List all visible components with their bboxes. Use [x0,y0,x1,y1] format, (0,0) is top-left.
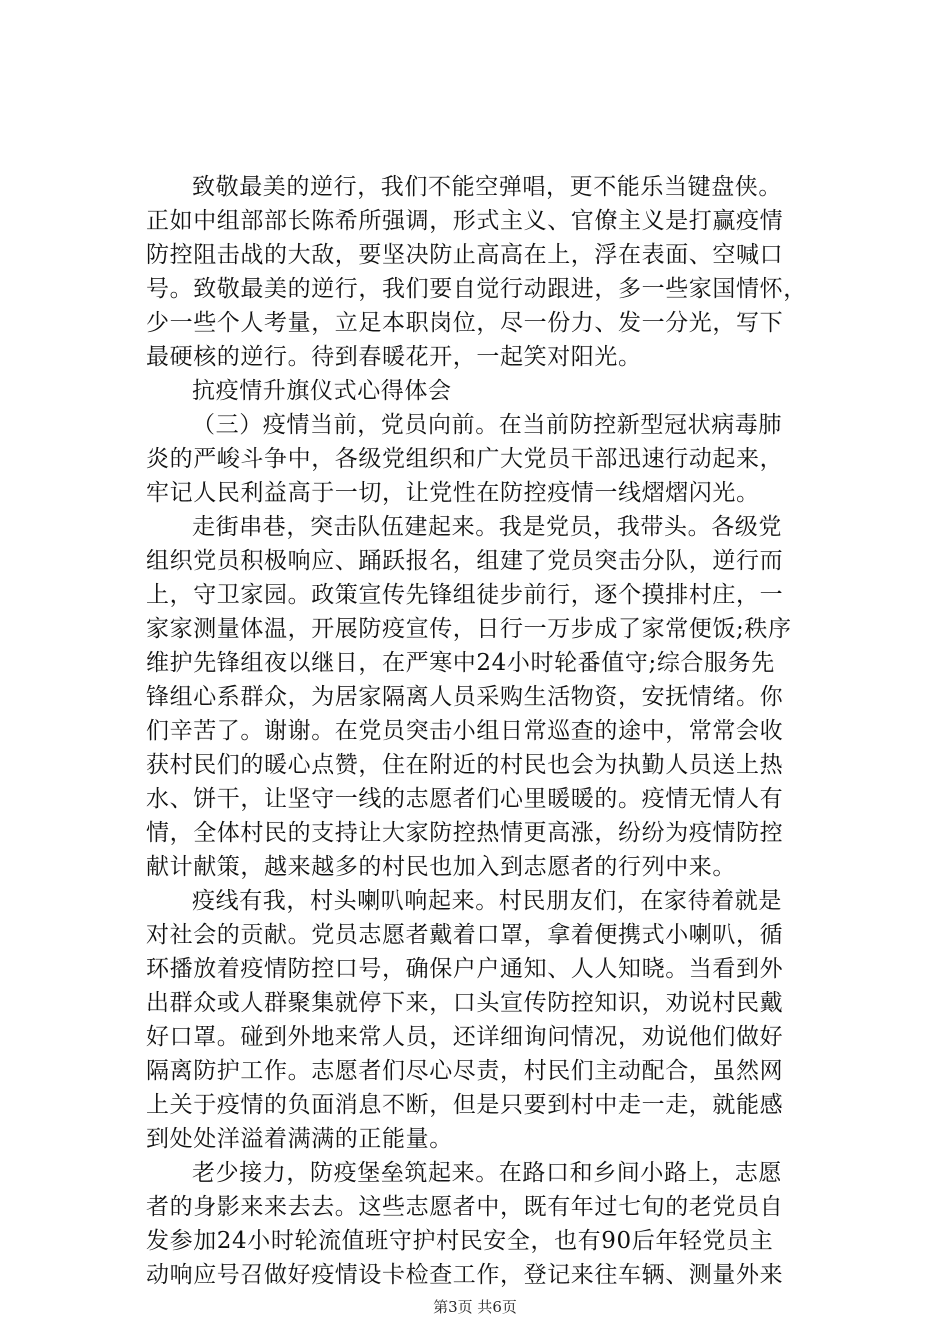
paragraph-line: 上，守卫家园。政策宣传先锋组徒步前行，逐个摸排村庄，一 [146,582,784,608]
paragraph-line: 少一些个人考量，立足本职岗位，尽一份力、发一分光，写下 [146,310,784,336]
paragraph-line: 发参加24小时轮流值班守护村民安全，也有90后年轻党员主 [146,1228,774,1254]
paragraph-line: 号。致敬最美的逆行，我们要自觉行动跟进，多一些家国情怀， [146,276,807,302]
paragraph-line: 维护先锋组夜以继日，在严寒中24小时轮番值守;综合服务先 [146,650,775,676]
paragraph-line: 正如中组部部长陈希所强调，形式主义、官僚主义是打赢疫情 [146,208,784,234]
paragraph-line: 上关于疫情的负面消息不断，但是只要到村中走一走，就能感 [146,1092,784,1118]
paragraph-line: 到处处洋溢着满满的正能量。 [146,1126,453,1152]
section-heading: 抗疫情升旗仪式心得体会 [192,378,452,404]
paragraph-line: 炎的严峻斗争中，各级党组织和广大党员干部迅速行动起来， [146,446,784,472]
paragraph-line: 对社会的贡献。党员志愿者戴着口罩，拿着便携式小喇叭，循 [146,922,784,948]
paragraph-line: 隔离防护工作。志愿者们尽心尽责，村民们主动配合，虽然网 [146,1058,784,1084]
paragraph-line: 环播放着疫情防控口号，确保户户通知、人人知晓。当看到外 [146,956,784,982]
paragraph-line: 献计献策，越来越多的村民也加入到志愿者的行列中来。 [146,854,736,880]
paragraph-line: 出群众或人群聚集就停下来，口头宣传防控知识，劝说村民戴 [146,990,784,1016]
paragraph-line: 好口罩。碰到外地来常人员，还详细询问情况，劝说他们做好 [146,1024,784,1050]
paragraph-line: 最硬核的逆行。待到春暖花开，一起笑对阳光。 [146,344,642,370]
paragraph-line: 情，全体村民的支持让大家防控热情更高涨，纷纷为疫情防控 [146,820,784,846]
paragraph-line: 防控阻击战的大敌，要坚决防止高高在上，浮在表面、空喊口 [146,242,784,268]
paragraph-line: 水、饼干，让坚守一线的志愿者们心里暖暖的。疫情无情人有 [146,786,784,812]
document-body [146,170,836,1292]
paragraph-line: 者的身影来来去去。这些志愿者中，既有年过七旬的老党员自 [146,1194,784,1220]
paragraph-line: 老少接力，防疫堡垒筑起来。在路口和乡间小路上，志愿 [192,1160,782,1186]
paragraph-line: 牢记人民利益高于一切，让党性在防控疫情一线熠熠闪光。 [146,480,760,506]
paragraph-line: 们辛苦了。谢谢。在党员突击小组日常巡查的途中，常常会收 [146,718,784,744]
paragraph-line: 家家测量体温，开展防疫宣传，日行一万步成了家常便饭;秩序 [146,616,792,642]
page-number-footer: 第3页 共6页 [433,1298,517,1316]
paragraph-line: 获村民们的暖心点赞，住在附近的村民也会为执勤人员送上热 [146,752,784,778]
paragraph-line: 疫线有我，村头喇叭响起来。村民朋友们，在家待着就是 [192,888,782,914]
paragraph-line: 动响应号召做好疫情设卡检查工作，登记来往车辆、测量外来 [146,1262,784,1288]
paragraph-line: 组织党员积极响应、踊跃报名，组建了党员突击分队，逆行而 [146,548,784,574]
paragraph-line: 锋组心系群众，为居家隔离人员采购生活物资，安抚情绪。你 [146,684,784,710]
paragraph-line: 致敬最美的逆行，我们不能空弹唱，更不能乐当键盘侠。 [192,174,782,200]
paragraph-line: 走街串巷，突击队伍建起来。我是党员，我带头。各级党 [192,514,782,540]
paragraph-line: （三）疫情当前，党员向前。在当前防控新型冠状病毒肺 [192,412,782,438]
